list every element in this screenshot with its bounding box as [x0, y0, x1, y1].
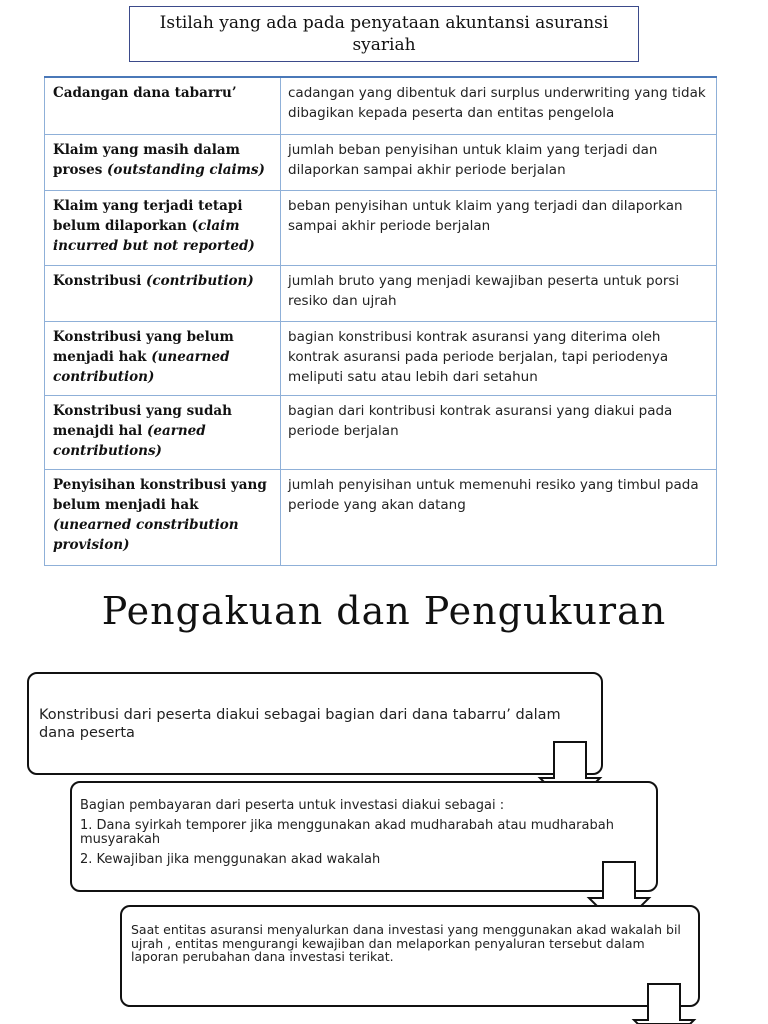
flow-step-2-item-1: 1. Dana syirkah temporer jika menggunakan akad mudharabah atau mudharabah musyarakah [80, 818, 614, 847]
term-cell: Penyisihan konstribusi yang belum menjadi hak (unearned constribution provision) [45, 469, 281, 565]
term-cell: Konstribusi yang belum menjadi hak (unearned contribution) [45, 321, 281, 395]
flow-step-2-item-2: 2. Kewajiban jika menggunakan akad wakalah [80, 852, 381, 867]
definition-cell: jumlah beban penyisihan untuk klaim yang terjadi dan dilaporkan sampai akhir periode berjalan [281, 134, 717, 190]
definition-cell: beban penyisihan untuk klaim yang terjadi dan dilaporkan sampai akhir periode berjalan [281, 190, 717, 265]
table-row [45, 190, 717, 265]
terms-table [44, 76, 717, 566]
flow-step-1 [27, 672, 603, 775]
flow-step-2 [70, 781, 658, 892]
definition-cell: jumlah penyisihan untuk memenuhi resiko yang timbul pada periode yang akan datang [281, 469, 717, 565]
definition-cell: bagian dari kontribusi kontrak asuransi yang diakui pada periode berjalan [281, 395, 717, 469]
down-arrow-icon [632, 982, 696, 1024]
term-cell: Konstribusi (contribution) [45, 265, 281, 321]
section-heading: Pengakuan dan Pengukuran [101, 589, 667, 633]
term-cell: Klaim yang terjadi tetapi belum dilaporkan (claim incurred but not reported) [45, 190, 281, 265]
table-row [45, 265, 717, 321]
flow-step-1-text: Konstribusi dari peserta diakui sebagai bagian dari dana tabarru’ dalam dana peserta [39, 707, 561, 741]
table-row [45, 395, 717, 469]
table-row [45, 469, 717, 565]
flow-step-2-intro: Bagian pembayaran dari peserta untuk investasi diakui sebagai : [80, 798, 505, 813]
flow-step-3 [120, 905, 700, 1007]
term-cell: Klaim yang masih dalam proses (outstanding claims) [45, 134, 281, 190]
table-row [45, 77, 717, 134]
definition-cell: cadangan yang dibentuk dari surplus underwriting yang tidak dibagikan kepada peserta dan entitas pengelola [281, 77, 717, 134]
page-title: Istilah yang ada pada penyataan akuntansi asuransi syariah [129, 6, 639, 62]
term-cell: Konstribusi yang sudah menajdi hal (earned contributions) [45, 395, 281, 469]
table-row [45, 321, 717, 395]
table-row [45, 134, 717, 190]
definition-cell: jumlah bruto yang menjadi kewajiban peserta untuk porsi resiko dan ujrah [281, 265, 717, 321]
term-cell: Cadangan dana tabarru’ [45, 77, 281, 134]
flow-step-3-text: Saat entitas asuransi menyalurkan dana investasi yang menggunakan akad wakalah bil ujrah , entitas mengurangi kewajiban dan melaporkan penyaluran tersebut dalam laporan perubahan dana investasi terikat. [131, 922, 681, 964]
definition-cell: bagian konstribusi kontrak asuransi yang diterima oleh kontrak asuransi pada periode berjalan, tapi periodenya meliputi satu atau lebih dari setahun [281, 321, 717, 395]
